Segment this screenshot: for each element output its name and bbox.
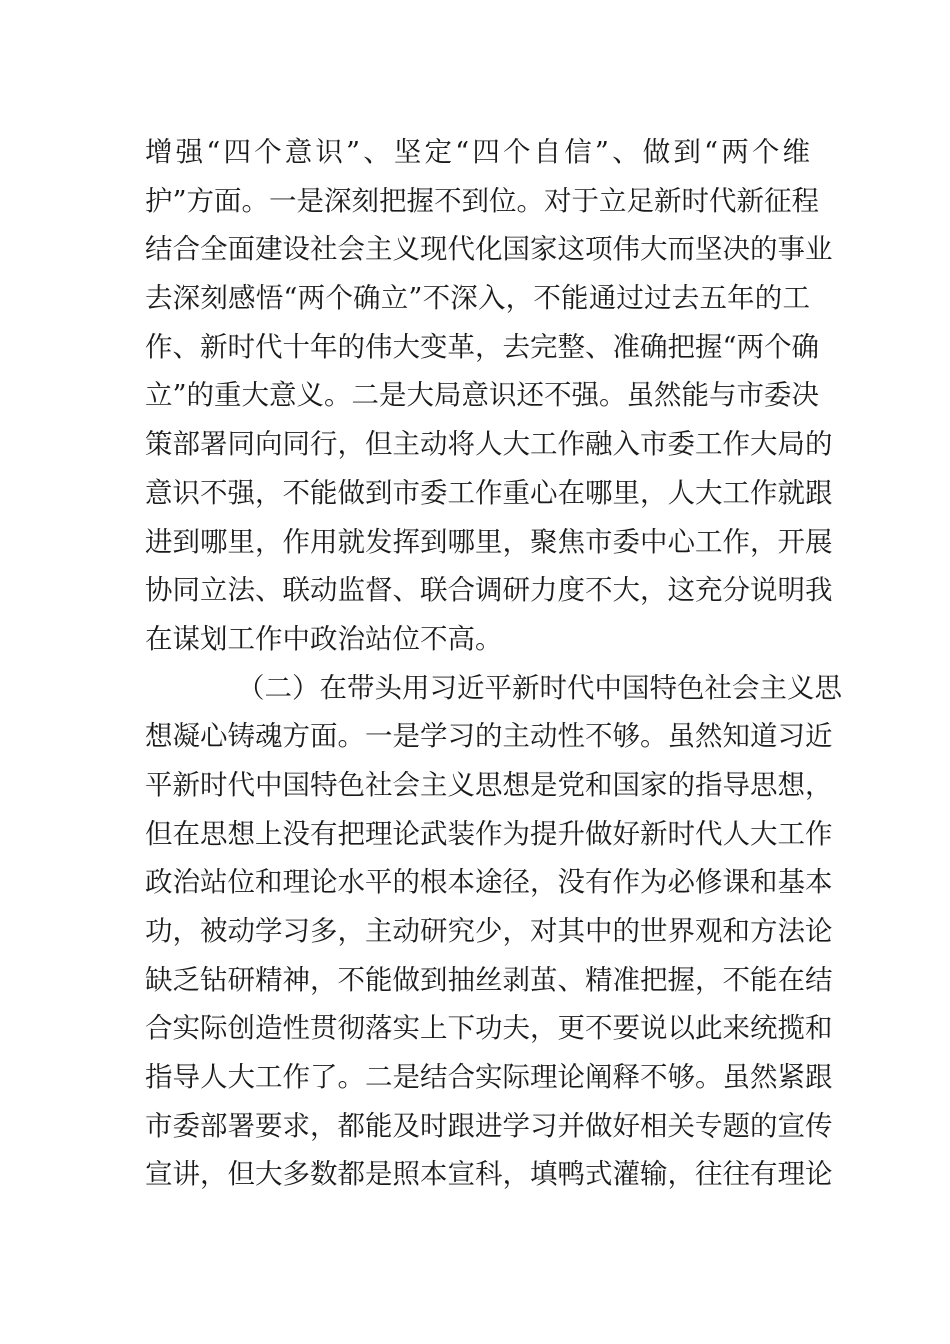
text-line: 进到哪里，作用就发挥到哪里，聚焦市委中心工作，开展 [145, 525, 833, 558]
text-line: 宣讲，但大多数都是照本宣科，填鸭式灌输，往往有理论 [145, 1158, 833, 1191]
text-line: 护”方面。一是深刻把握不到位。对于立足新时代新征程 [145, 184, 820, 217]
text-line: 策部署同向同行，但主动将人大工作融入市委工作大局的 [145, 428, 833, 461]
text-line: 合实际创造性贯彻落实上下功夫，更不要说以此来统揽和 [145, 1012, 833, 1045]
text-line: 作、新时代十年的伟大变革，去完整、准确把握“两个确 [145, 330, 820, 363]
text-line: 市委部署要求，都能及时跟进学习并做好相关专题的宣传 [145, 1109, 833, 1142]
body-text [145, 128, 842, 1199]
section-heading-line: （二）在带头用习近平新时代中国特色社会主义思 [237, 671, 842, 704]
text-line: 去深刻感悟“两个确立”不深入，不能通过过去五年的工 [145, 282, 810, 315]
text-line: 指导人大工作了。二是结合实际理论阐释不够。虽然紧跟 [145, 1061, 833, 1094]
text-line: 协同立法、联动监督、联合调研力度不大，这充分说明我 [145, 574, 833, 607]
text-line: 政治站位和理论水平的根本途径，没有作为必修课和基本 [145, 866, 833, 899]
text-line: 结合全面建设社会主义现代化国家这项伟大而坚决的事业 [145, 233, 833, 266]
text-line: 平新时代中国特色社会主义思想是党和国家的指导思想， [145, 768, 833, 801]
text-line: 增强“四个意识”、坚定“四个自信”、做到“两个维 [145, 136, 810, 168]
text-line: 立”的重大意义。二是大局意识还不强。虽然能与市委决 [145, 379, 820, 412]
text-line: 想凝心铸魂方面。一是学习的主动性不够。虽然知道习近 [145, 720, 833, 753]
text-line: 意识不强，不能做到市委工作重心在哪里，人大工作就跟 [145, 476, 833, 509]
text-line: 在谋划工作中政治站位不高。 [145, 622, 503, 655]
text-line: 功，被动学习多，主动研究少，对其中的世界观和方法论 [145, 915, 833, 947]
text-line: 缺乏钻研精神，不能做到抽丝剥茧、精准把握，不能在结 [145, 963, 833, 996]
text-line: 但在思想上没有把理论武装作为提升做好新时代人大工作 [145, 817, 833, 850]
